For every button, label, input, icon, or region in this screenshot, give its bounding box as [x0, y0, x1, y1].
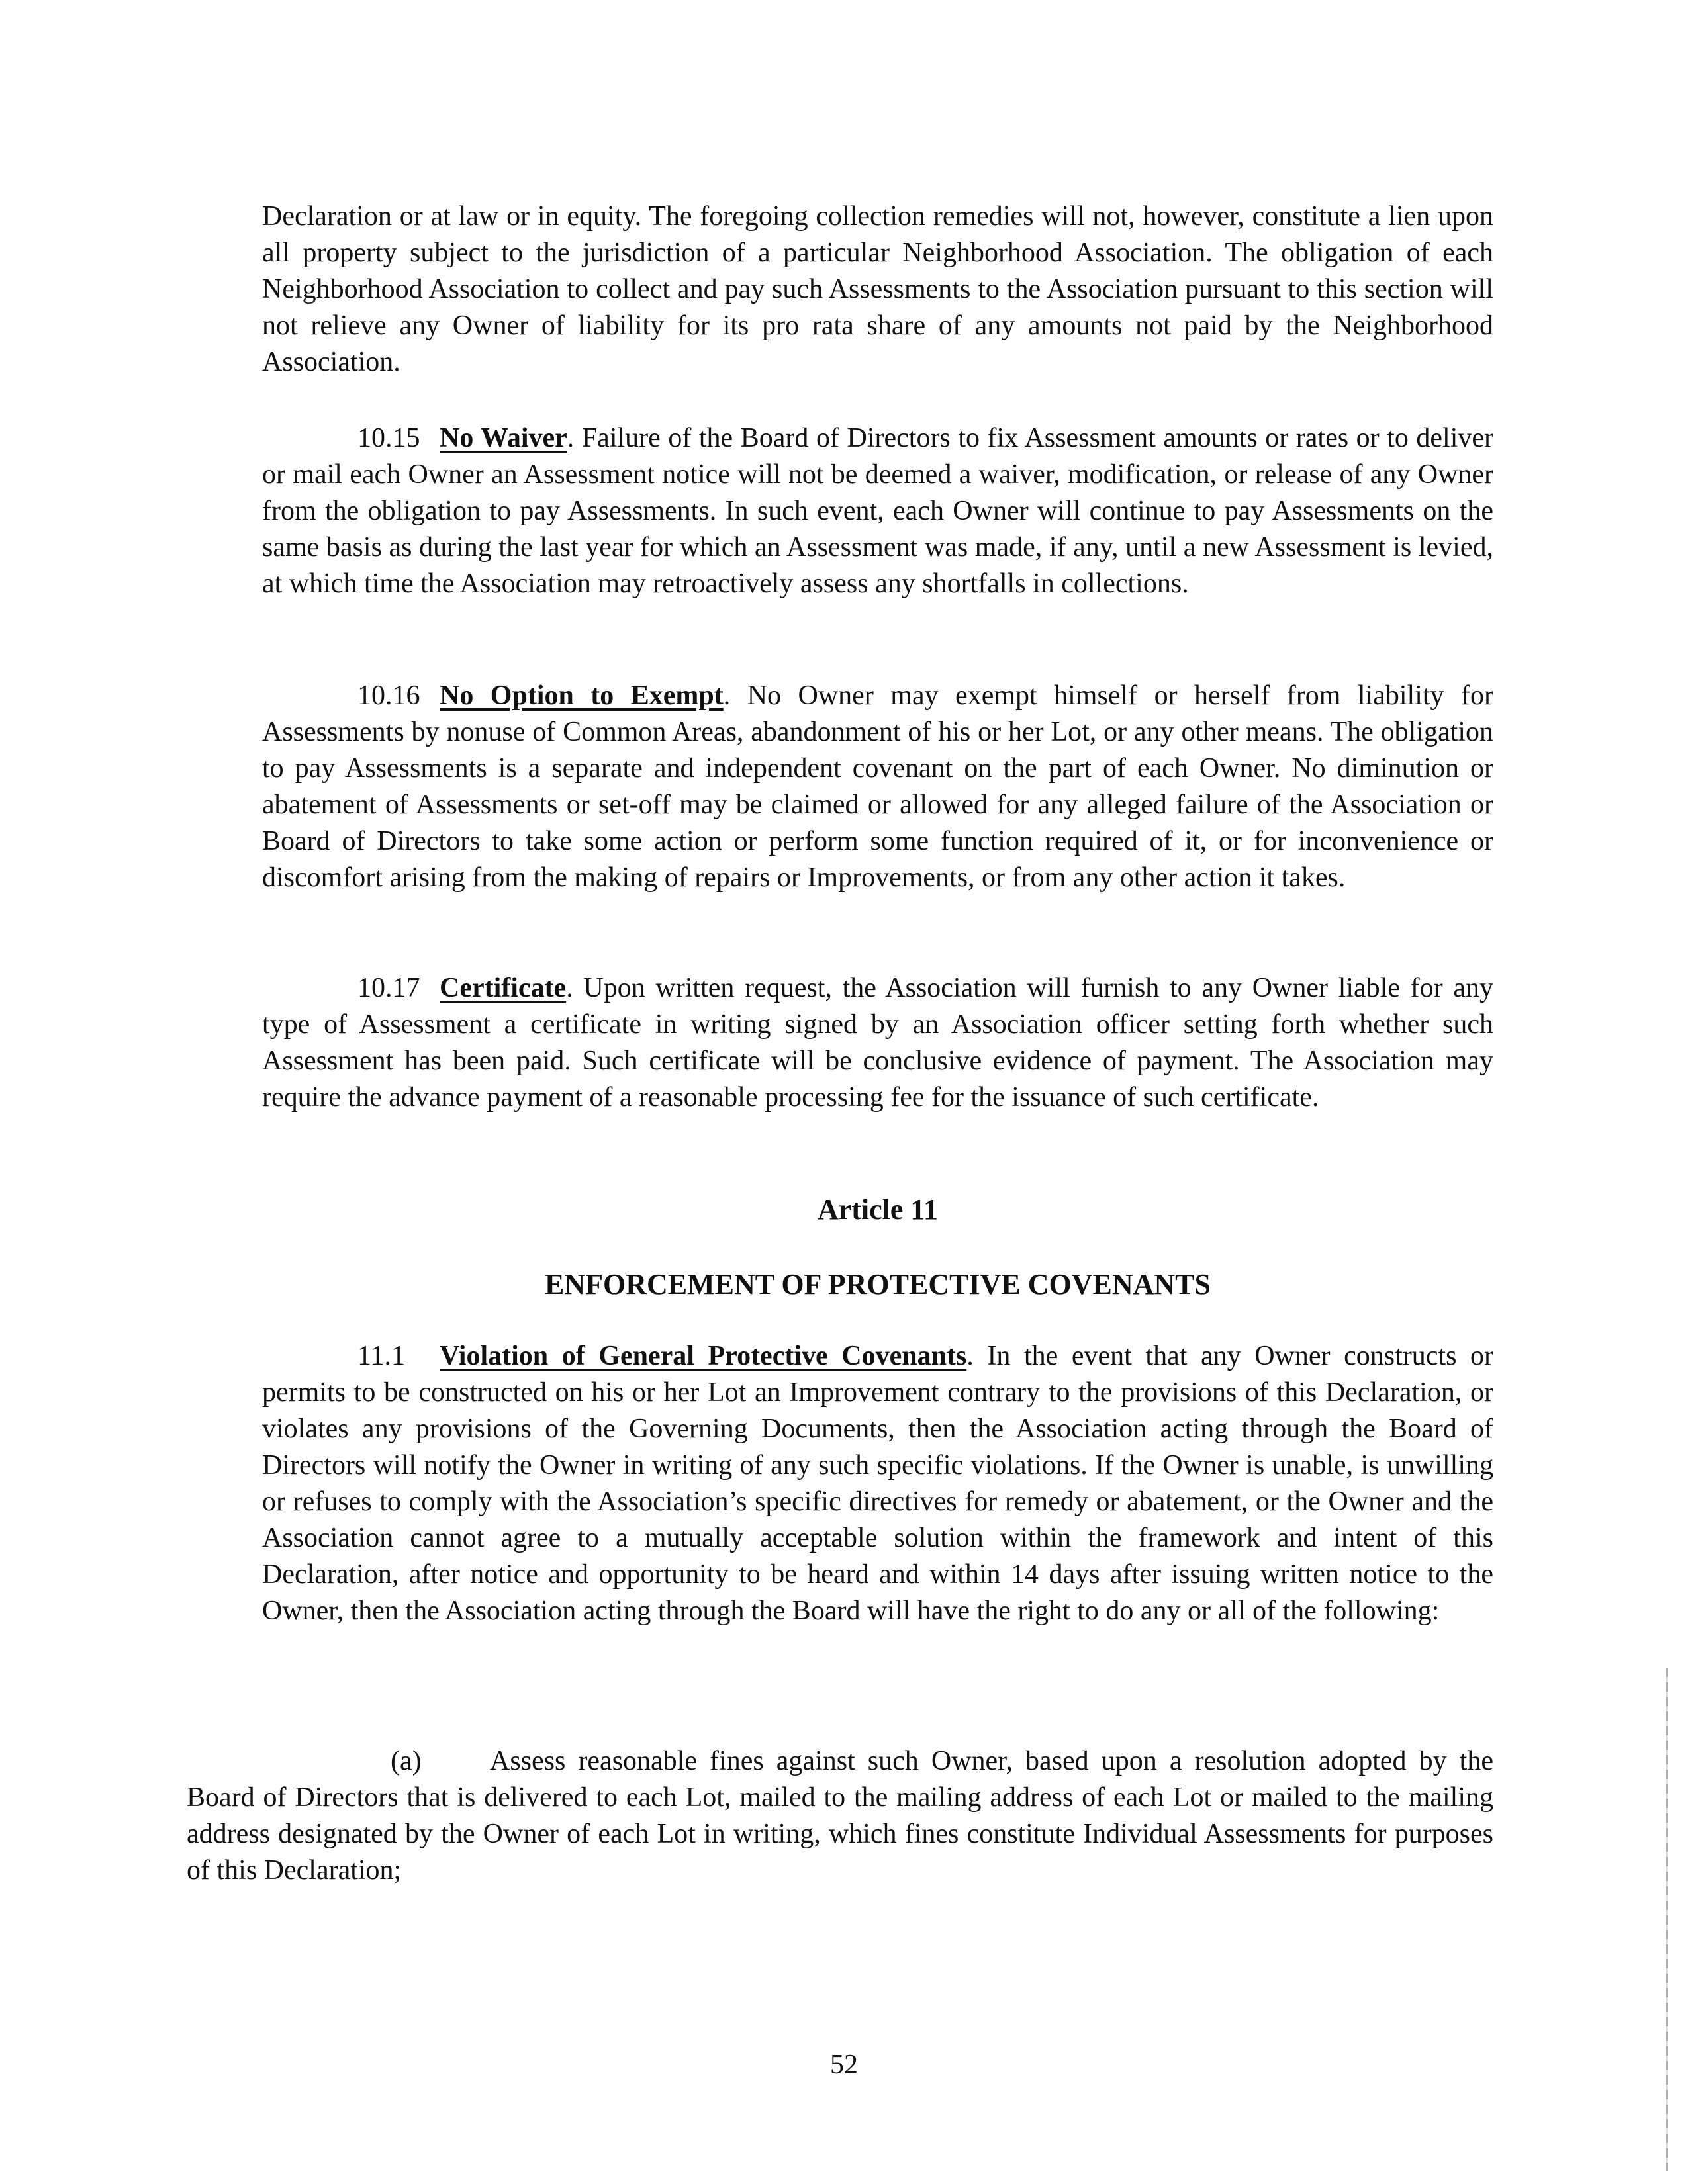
section-11-1 — [262, 1338, 1493, 1629]
section-text: . No Owner may exempt himself or herself from liability for Assessments by nonuse of Common Areas, abandonment of his or her Lot, or any other means. The obligation to pay Assessments is a separate and independent covenant on the part of each Owner. No diminution or abatement of Assessments or set-off may be claimed or allowed for any alleged failure of the Association or Board of Directors to take some action or perform some function required of it, or for inconvenience or discomfort arising from the making of repairs or Improvements, or from any other action it takes. — [262, 680, 1493, 893]
section-title: No Option to Exempt — [440, 680, 724, 711]
section-text: . Upon written request, the Association will furnish to any Owner liable for any type of Assessment a certificate in writing signed by an Association officer setting forth whether such Assessment has been paid. Such certificate will be conclusive evidence of payment. The Association may require the advance payment of a reasonable processing fee for the issuance of such certificate. — [262, 973, 1493, 1113]
section-10-15 — [262, 420, 1493, 602]
section-number: 10.17 — [357, 973, 420, 1003]
section-text: . In the event that any Owner constructs or permits to be constructed on his or her Lot an Improvement contrary to the provisions of this Declaration, or violates any provisions of the Governing Documents, then the Association acting through the Board of Directors will notify the Owner in writing of any such specific violations. If the Owner is unable, is unwilling or refuses to comply with the Association’s specific directives for remedy or abatement, or the Owner and the Association cannot agree to a mutually acceptable solution within the framework and intent of this Declaration, after notice and opportunity to be heard and within 14 days after issuing written notice to the Owner, then the Association acting through the Board will have the right to do any or all of the following: — [262, 1341, 1494, 1626]
continuation-paragraph: Declaration or at law or in equity. The foregoing collection remedies will not, however, constitute a lien upon all property subject to the jurisdiction of a particular Neighborhood Association. The obligation of each Neighborhood Association to collect and pay such Assessments to the Association pursuant to this section will not relieve any Owner of liability for its pro rata share of any amounts not paid by the Neighborhood Association. — [262, 201, 1493, 377]
subparagraph-label: (a) — [391, 1746, 422, 1776]
subparagraph-text: Assess reasonable fines against such Owner, based upon a resolution adopted by the Board of Directors that is delivered to each Lot, mailed to the mailing address of each Lot or mailed to the mailing address designated by the Owner of each Lot in writing, which fines constitute Individual Assessments for purposes of this Declaration; — [187, 1746, 1493, 1886]
subparagraph-a — [187, 1743, 1493, 1889]
section-10-17 — [262, 970, 1493, 1116]
article-title: ENFORCEMENT OF PROTECTIVE COVENANTS — [544, 1268, 1211, 1300]
page-number: 52 — [830, 2050, 858, 2080]
section-title: Violation of General Protective Covenants — [440, 1341, 967, 1371]
section-number: 10.16 — [357, 680, 420, 711]
article-label: Article 11 — [817, 1193, 939, 1226]
section-title: No Waiver — [440, 423, 567, 453]
section-number: 11.1 — [357, 1341, 405, 1371]
section-text: . Failure of the Board of Directors to fix Assessment amounts or rates or to deliver or mail each Owner an Assessment notice will not be deemed a waiver, modification, or release of any Owner from the obligation to pay Assessments. In such event, each Owner will continue to pay Assessments on the same basis as during the last year for which an Assessment was made, if any, until a new Assessment is levied, at which time the Association may retroactively assess any shortfalls in collections. — [262, 423, 1493, 599]
scan-edge-artifact — [1666, 1668, 1668, 2171]
section-title: Certificate — [440, 973, 567, 1003]
section-10-16 — [262, 678, 1493, 896]
section-number: 10.15 — [357, 423, 420, 453]
